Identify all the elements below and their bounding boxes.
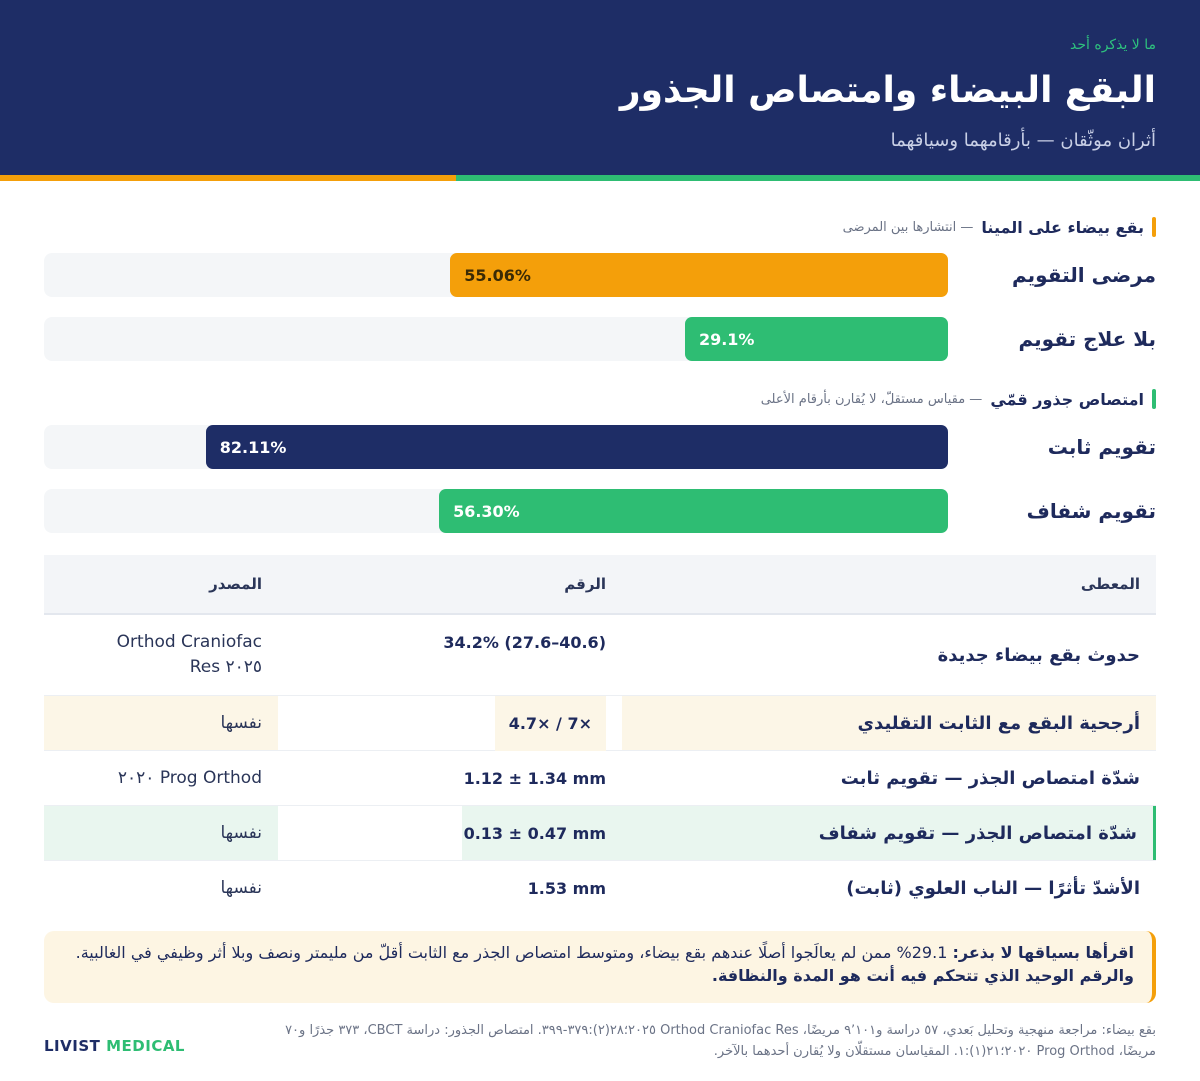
bar-value: 82.11% [219,437,287,457]
section-heading-white-spots [843,216,1156,238]
bar-row-untreated [44,317,1156,361]
bar-fill [450,253,948,297]
row-source: Orthod Craniofac Res ٢٠٢٥ [116,632,262,677]
column-header-number: الرقم [564,575,606,593]
section-marker [1152,389,1156,409]
page-title: البقع البيضاء وامتصاص الجذور [619,70,1156,111]
bar-row-ortho-patients [44,253,1156,297]
table-row [44,615,1156,696]
row-number: 4.7× / 7× [278,696,622,750]
row-item: الأشدّ تأثرًا — الناب العلوي (ثابت) [846,878,1140,899]
sources-line-2: مريضًا، Prog Orthod ٢٠٢٠؛٢١(١):١. المقياسان مستقلّان ولا يُقارن أحدهما بالآخر. [713,1044,1156,1060]
row-number: 34.2% (27.6–40.6) [443,633,606,652]
bar-row-fixed-braces [44,425,1156,469]
row-number: 0.13 ± 0.47 mm [462,806,622,860]
bar-fill [206,425,948,469]
row-item: أرجحية البقع مع الثابت التقليدي [622,696,1156,750]
bar-label: تقويم ثابت [1047,435,1156,459]
table-row [44,696,1156,751]
context-callout [44,931,1156,1003]
bar-label: مرضى التقويم [1011,263,1156,287]
section-heading-root-resorption [761,388,1156,410]
table-row [44,861,1156,916]
row-number: 1.53 mm [527,879,606,898]
table-row [44,751,1156,806]
row-source: نفسها [44,696,278,750]
callout-line2: والرقم الوحيد الذي تتحكم فيه أنت هو المدة والنظافة. [711,966,1134,986]
bar-track [44,425,948,469]
header-banner [0,0,1200,175]
kicker-text: ما لا يذكره أحد [1070,37,1156,53]
bar-track [44,253,948,297]
accent-stripe-green [456,175,1200,181]
bar-value: 56.30% [453,501,520,521]
brand-logo: LIVIST MEDICAL [44,1037,185,1055]
section-note: — انتشارها بين المرضى [842,219,974,235]
page-subtitle: أثران موثّقان — بأرقامهما وسياقهما [890,130,1156,151]
sources-line-1: بقع بيضاء: مراجعة منهجية وتحليل بَعدي، ٥٧ دراسة و٩٬١٠١ مريضًا، Orthod Craniofac Res ٢٠٢٥؛٢٨(٢):٣٧٩-٣٩٩. امتصاص الجذور: دراسة CBCT، ٣٧٣ جذرًا و٧٠ [285,1023,1156,1038]
column-header-source: المصدر [209,575,262,593]
row-item: شدّة امتصاص الجذر — تقويم ثابت [840,767,1140,789]
column-header-item: المعطى [1080,575,1140,593]
row-source: Prog Orthod ٢٠٢٠ [117,767,262,788]
table-header-row [44,555,1156,615]
section-note: — مقياس مستقلّ، لا يُقارن بأرقام الأعلى [760,391,983,407]
accent-stripe-orange [0,175,456,181]
bar-value: 29.1% [698,329,755,349]
row-source: نفسها [220,878,262,899]
row-item: شدّة امتصاص الجذر — تقويم شفاف [622,806,1156,860]
bar-value: 55.06% [464,265,531,285]
bar-track [44,489,948,533]
row-source: نفسها [44,806,278,860]
bar-fill [439,489,948,533]
callout-body: 29.1% ممن لم يعالَجوا أصلًا عندهم بقع بيضاء، ومتوسط امتصاص الجذر مع الثابت أقلّ من مليمتر ونصف وبلا أثر وظيفي في الغالبية. [75,943,953,962]
section-marker [1152,217,1156,237]
bar-fill [685,317,948,361]
sources-note [196,1020,1156,1063]
section-title: بقع بيضاء على المينا [981,217,1144,237]
row-number: 1.12 ± 1.34 mm [463,768,606,788]
callout-lead: اقرأها بسياقها لا بذعر: [952,943,1134,962]
row-item: حدوث بقع بيضاء جديدة [937,644,1140,666]
bar-label: تقويم شفاف [1026,499,1156,523]
bar-track [44,317,948,361]
bar-label: بلا علاج تقويم [1018,327,1156,351]
data-table [44,555,1156,916]
table-row [44,806,1156,861]
section-title: امتصاص جذور قمّي [990,389,1144,409]
bar-row-clear-aligners [44,489,1156,533]
